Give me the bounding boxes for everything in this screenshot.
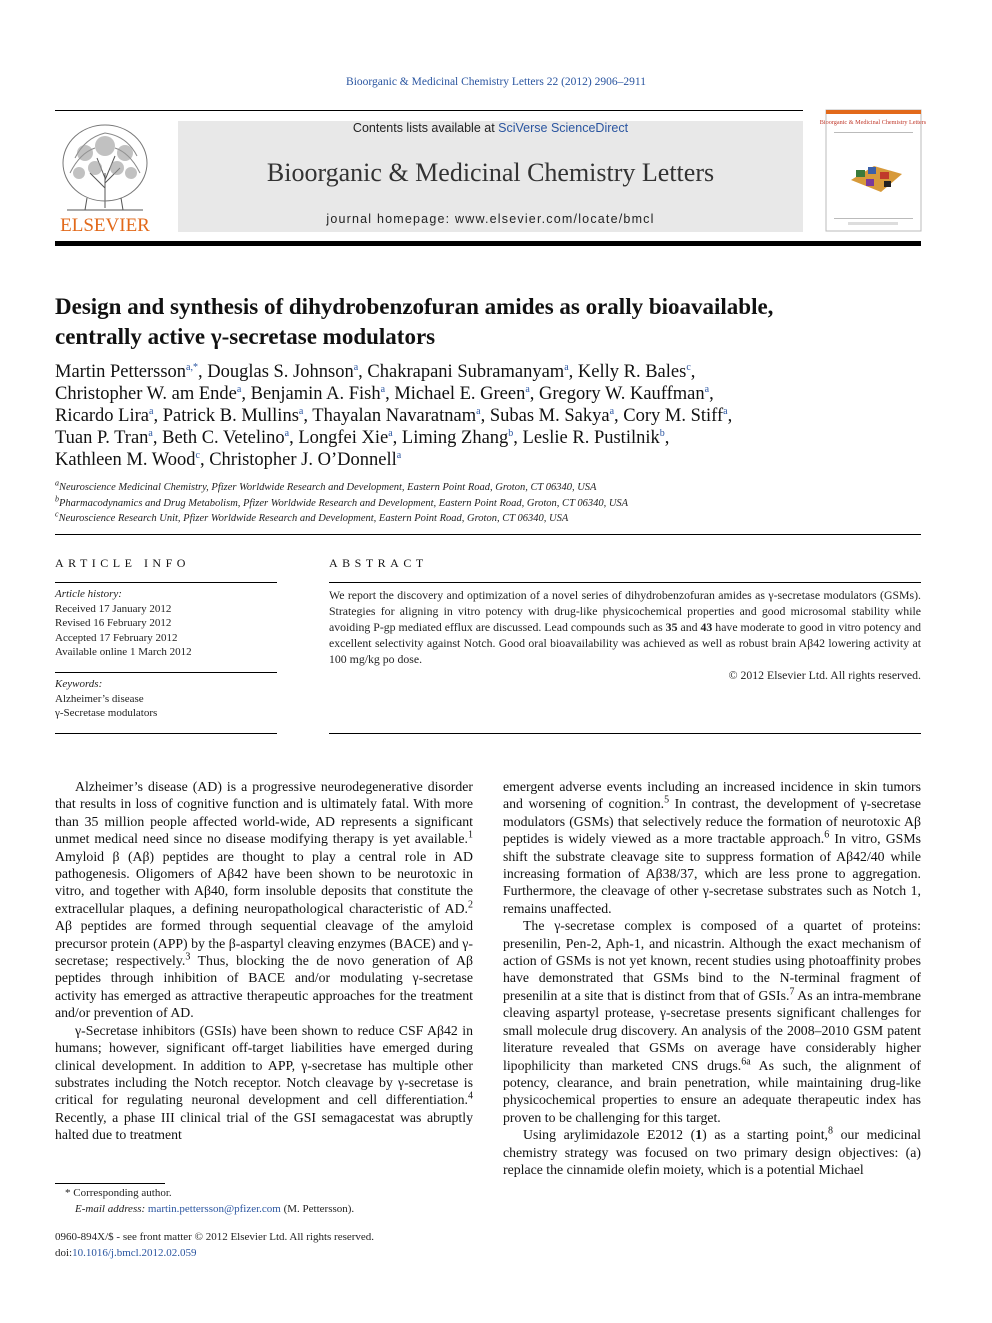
paragraph-text: In vitro, GSMs shift the substrate cleavage site to suppress formation of Aβ42/40 while increasing formation of Aβ38/37, which are less prone to aggregation. Furthermore, the cleavage of other γ-secretase substrates such as Notch 1, remains unaffected. [503, 831, 921, 916]
compound-ref: 35 [665, 620, 678, 634]
title-line-1: Design and synthesis of dihydrobenzofuran amides as orally bioavailable, [55, 294, 774, 319]
paragraph-text: our medicinal chemistry strategy was focused on two primary design objectives: (a) replace the cinnamide olefin moiety, which is a potential Michael [503, 1127, 921, 1177]
abstract-heading: ABSTRACT [329, 556, 428, 570]
citation-ref[interactable]: 8 [827, 1125, 833, 1137]
paragraph-text: In contrast, the development of γ-secretase modulators (GSMs) that selectively reduce the formation of neurotoxic Aβ peptides is widely viewed as a more tractable approach. [503, 796, 921, 847]
author-affiliation-mark[interactable]: a [396, 449, 402, 461]
abstract-text: have moderate to good in vitro potency and excellent selectivity against Notch. Good oral bioavailability was achieved as well as robust brain Aβ42 lowering activity at 100 mg/kg po dose. [329, 620, 921, 666]
article-title [55, 292, 921, 352]
author-affiliation-mark[interactable]: a [148, 427, 153, 439]
elsevier-tree-logo [55, 118, 155, 236]
author-name[interactable]: Patrick B. Mullins [162, 406, 299, 426]
author-name[interactable]: Tuan P. Tran [55, 428, 149, 448]
author-name[interactable]: Ricardo Lira [55, 406, 149, 426]
citation-ref[interactable]: 6a [741, 1055, 751, 1067]
paragraph-text: Amyloid β (Aβ) peptides are thought to play a central role in AD pathogenesis. Oligomers of Aβ42 have been shown to be neurotoxic in vitro, and together with Aβ40, form insoluble deposits that constitute the extracellular plaques, a defining neuropathological characteristic of AD. [55, 848, 473, 916]
citation-ref[interactable]: 2 [468, 899, 473, 911]
abstract-text: We report the discovery and optimization of a novel series of dihydrobenzofuran amides as γ-secretase modulators (GSMs). Strategies for aligning in vitro potency with drug-like physicochemical properties and good microsomal stability while avoiding P-gp mediated efflux are discussed. Lead compounds such as [329, 588, 921, 634]
author-name[interactable]: Christopher J. O’Donnell [209, 450, 397, 470]
sciencedirect-link[interactable]: SciVerse ScienceDirect [498, 121, 629, 135]
paragraph-text: emergent adverse events including an increased incidence in skin tumors and worsening of cognition. [503, 779, 921, 812]
citation-ref[interactable]: 6 [824, 829, 830, 841]
body-paragraph [503, 917, 921, 1126]
abstract-text: and [677, 620, 701, 634]
info-rule [55, 582, 277, 583]
author-name[interactable]: Cory M. Stiff [623, 406, 724, 426]
body-column-left [55, 778, 473, 1144]
info-rule [55, 733, 277, 734]
doi-link[interactable]: 10.1016/j.bmcl.2012.02.059 [72, 1246, 197, 1259]
email-label: E-mail address: [75, 1202, 148, 1215]
keyword-item[interactable]: γ-Secretase modulators [55, 707, 158, 719]
email-link[interactable]: martin.pettersson@pfizer.com [147, 1202, 281, 1215]
affiliation-mark: a [55, 478, 59, 488]
affiliation-item [55, 511, 921, 527]
author-line: Tuan P. Tran$^a$, Beth C. Vetelino$^a$, Longfei Xie$^a$, Liming Zhang$^b$, Leslie R. Pustilnik$^b$, [55, 427, 670, 448]
author-name[interactable]: Thayalan Navaratnam [312, 406, 477, 426]
issn-line: 0960-894X/$ - see front matter © 2012 Elsevier Ltd. All rights reserved. [55, 1231, 375, 1243]
doi-line [55, 1246, 475, 1262]
history-revised: Revised 16 February 2012 [55, 617, 172, 629]
email-suffix: (M. Pettersson). [280, 1202, 355, 1215]
cover-title: Bioorganic & Medicinal Chemistry Letters [819, 119, 927, 126]
corresponding-author-note: * Corresponding author. [65, 1187, 172, 1199]
title-line-2: centrally active γ-secretase modulators [55, 324, 436, 349]
footnote-rule [55, 1183, 165, 1184]
author-line: Christopher W. am Ende$^a$, Benjamin A. Fish$^a$, Michael E. Green$^a$, Gregory W. Kauffman$^a$, [55, 383, 714, 404]
author-name[interactable]: Leslie R. Pustilnik [522, 428, 660, 448]
affiliation-text: Pharmacodynamics and Drug Metabolism, Pfizer Worldwide Research and Development, Eastern Point Road, Groton, CT 06340, USA [59, 497, 629, 509]
info-rule [55, 672, 277, 673]
journal-reference[interactable]: Bioorganic & Medicinal Chemistry Letters 22 (2012) 2906–2911 [346, 76, 646, 88]
citation-ref[interactable]: 1 [468, 829, 473, 841]
author-line: Kathleen M. Wood$^c$, Christopher J. O’Donnell$^a$ [55, 449, 402, 470]
paragraph-text: Recently, a phase III clinical trial of the GSI semagacestat was abruptly halted due to treatment [55, 1109, 473, 1143]
contents-prefix: Contents lists available at [352, 121, 499, 135]
paragraph-text: Aβ peptides are formed through sequential cleavage of the amyloid precursor protein (APP) by the β-aspartyl cleaving enzymes (BACE) and γ-secretase; respectively. [55, 918, 473, 969]
affiliation-text: Neuroscience Medicinal Chemistry, Pfizer Worldwide Research and Development, Eastern Point Road, Groton, CT 06340, USA [59, 482, 597, 493]
journal-cover-thumbnail[interactable] [819, 110, 927, 231]
author-affiliation-mark[interactable]: a [353, 361, 359, 373]
section-rule [55, 534, 921, 535]
paragraph-text: γ-Secretase inhibitors (GSIs) have been shown to reduce CSF Aβ42 in humans; however, significant off-target liabilities have emerged during clinical development. In addition to APP, γ-secretase has multiple other substrates including the Notch receptor. Notch cleavage by γ-secretase is critical for regulating neuronal development and cell differentiation. [55, 1022, 473, 1108]
homepage-prefix: journal homepage: [326, 212, 455, 226]
keywords-label: Keywords: [55, 678, 103, 690]
email-line [55, 1202, 473, 1218]
history-received: Received 17 January 2012 [55, 602, 172, 615]
abstract-copyright: © 2012 Elsevier Ltd. All rights reserved. [728, 668, 921, 682]
author-name[interactable]: Subas M. Sakya [489, 406, 610, 426]
doi-label: doi: [55, 1246, 73, 1259]
abstract-rule [329, 733, 921, 734]
affiliation-item [55, 480, 921, 496]
footnote [55, 1186, 473, 1217]
abstract-rule [329, 582, 921, 583]
article-history [55, 587, 277, 660]
author-affiliation-mark[interactable]: a [149, 405, 154, 417]
affiliation-mark: c [55, 509, 59, 519]
affiliation-text: Neuroscience Research Unit, Pfizer Worldwide Research and Development, Eastern Point Road, Groton, CT 06340, USA [58, 513, 569, 524]
author-list [55, 361, 921, 471]
body-column-right [503, 778, 921, 1178]
author-affiliation-mark[interactable]: a [704, 383, 710, 395]
header-rule [55, 110, 803, 111]
paragraph-text: ) as a starting point, [702, 1127, 828, 1143]
journal-homepage [178, 212, 803, 226]
author-name[interactable]: Longfei Xie [298, 428, 389, 448]
citation-ref[interactable]: 3 [185, 951, 191, 963]
paragraph-text: As an intra-membrane cleaving aspartyl protease, γ-secretase presents significant challenges for small molecule drug discovery. An analysis of the 2008–2010 GSM patent literature revealed that GSMs on average have considerably higher lipophilicity than marketed CNS drugs. [503, 987, 922, 1073]
keywords [55, 677, 277, 721]
citation-ref[interactable]: 4 [468, 1090, 473, 1102]
paragraph-text: The γ-secretase complex is composed of a quartet of proteins: presenilin, Pen-2, Aph-1, and nicastrin. Although the exact mechanism of action of GSMs is not yet known, recent studies using photoaffinity probes have demonstrated that GSMs bind to the N-terminal fragment of presenilin at a site that is distinct from that of GSIs. [503, 918, 921, 1003]
author-affiliation-mark[interactable]: a [388, 427, 393, 439]
author-name[interactable]: Martin Pettersson [55, 362, 187, 382]
author-name[interactable]: Gregory W. Kauffman [539, 384, 705, 404]
author-name[interactable]: Benjamin A. Fish [250, 384, 381, 404]
body-paragraph [503, 1126, 921, 1178]
history-label: Article history: [55, 588, 122, 600]
author-name[interactable]: Christopher W. am Ende [55, 384, 237, 404]
paragraph-text: Thus, blocking the de novo generation of Aβ peptides through inhibition of BACE and/or modulating γ-secretase activity has emerged as attractive therapeutic approaches for the treatment and/or prevention of AD. [55, 953, 473, 1021]
author-affiliation-mark[interactable]: c [686, 361, 691, 373]
abstract-body [329, 587, 921, 683]
author-affiliation-mark[interactable]: a [525, 383, 530, 395]
elsevier-wordmark: ELSEVIER [60, 215, 150, 236]
affiliations [55, 480, 921, 527]
author-affiliation-mark[interactable]: b [508, 427, 514, 439]
author-affiliation-mark[interactable]: a [476, 405, 481, 417]
author-name[interactable]: Michael E. Green [394, 384, 526, 404]
affiliation-mark: b [55, 494, 59, 503]
author-affiliation-mark[interactable]: a [380, 383, 386, 395]
paragraph-text: As such, the alignment of potency, clearance, and brain penetration, while maintaining drug-like physicochemical properties to ensure an adequate therapeutic index has proven to be challenging for this target. [503, 1057, 921, 1125]
author-affiliation-mark[interactable]: c [195, 449, 200, 461]
header-thick-rule [55, 241, 921, 246]
citation-ref[interactable]: 5 [664, 794, 670, 806]
author-line: Ricardo Lira$^a$, Patrick B. Mullins$^a$, Thayalan Navaratnam$^a$, Subas M. Sakya$^a$, Cory M. Stiff$^a$, [55, 405, 733, 426]
journal-title: Bioorganic & Medicinal Chemistry Letters [266, 158, 715, 187]
author-line: Martin Pettersson$^{a,*}$, Douglas S. Johnson$^a$, Chakrapani Subramanyam$^a$, Kelly R. Bales$^c$, [55, 361, 696, 382]
body-paragraph [55, 1022, 473, 1144]
author-name[interactable]: Liming Zhang [401, 428, 509, 448]
compound-ref: 43 [700, 620, 713, 634]
history-accepted: Accepted 17 February 2012 [55, 631, 178, 644]
citation-ref[interactable]: 7 [789, 986, 795, 998]
author-affiliation-mark[interactable]: b [659, 427, 665, 439]
author-name[interactable]: Douglas S. Johnson [207, 362, 354, 382]
article-info-heading: ARTICLE INFO [55, 556, 190, 570]
author-affiliation-mark[interactable]: a,* [186, 361, 198, 373]
body-paragraph [55, 778, 473, 1022]
history-online: Available online 1 March 2012 [55, 646, 192, 658]
author-affiliation-mark[interactable]: a [723, 405, 728, 417]
keyword-item[interactable]: Alzheimer’s disease [55, 692, 144, 705]
paragraph-text: Alzheimer’s disease (AD) is a progressive neurodegenerative disorder that results in loss of cognitive function and is ultimately fatal. With more than 35 million people affected world-wide, AD represents a significant unmet medical need since no disease modifying therapy is yet available. [55, 779, 473, 847]
author-name[interactable]: Kathleen M. Wood [55, 450, 196, 470]
author-name[interactable]: Beth C. Vetelino [162, 428, 285, 448]
author-affiliation-mark[interactable]: a [236, 383, 242, 395]
author-affiliation-mark[interactable]: a [298, 405, 304, 417]
affiliation-item [55, 496, 921, 512]
author-name[interactable]: Chakrapani Subramanyam [367, 362, 565, 382]
author-affiliation-mark[interactable]: a [284, 427, 290, 439]
paragraph-text: Using arylimidazole E2012 ( [523, 1127, 696, 1143]
body-paragraph [503, 778, 921, 917]
issn-block [55, 1230, 475, 1261]
author-name[interactable]: Kelly R. Bales [577, 362, 687, 382]
author-affiliation-mark[interactable]: a [564, 361, 569, 373]
compound-ref: 1 [695, 1127, 703, 1143]
homepage-url[interactable]: www.elsevier.com/locate/bmcl [454, 212, 655, 226]
contents-line [178, 121, 803, 135]
author-affiliation-mark[interactable]: a [609, 405, 615, 417]
